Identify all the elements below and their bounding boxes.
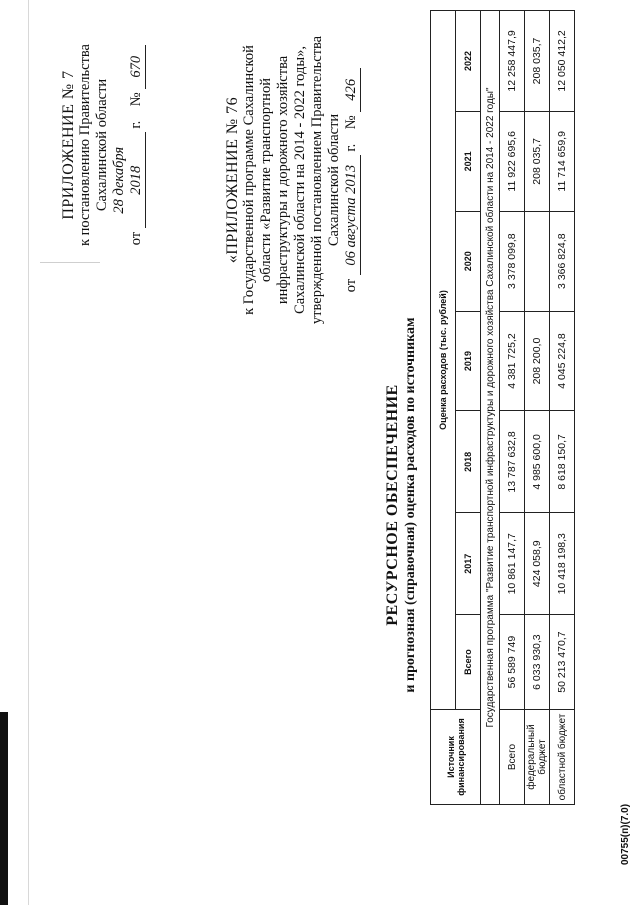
appendix-76-block — [224, 10, 361, 350]
table-cell: 56 589 749 — [500, 615, 525, 710]
appendix-7-title: ПРИЛОЖЕНИЕ № 7 — [60, 70, 77, 220]
column-header: 2017 — [456, 513, 481, 615]
appendix-7-block — [60, 25, 146, 265]
year-suffix: г. — [343, 143, 359, 152]
table-cell: 6 033 930,3 — [525, 615, 550, 710]
appendix-7-date-line — [111, 25, 146, 265]
appendix-76-line: Сахалинской области — [326, 113, 342, 247]
table-cell: 3 378 099,8 — [500, 211, 525, 311]
table-cell: 11 714 659,9 — [550, 111, 575, 211]
table-row — [550, 11, 575, 805]
appendix-7-line2: Сахалинской области — [94, 78, 110, 212]
table-cell: 4 985 600,0 — [525, 411, 550, 513]
from-label: от — [128, 231, 144, 246]
estimate-header: Оценка расходов (тыс. рублей) — [431, 11, 456, 710]
appendix-7-number: 670 — [128, 45, 146, 89]
appendix-76-line: инфраструктуры и дорожного хозяйства — [275, 55, 291, 305]
table-cell: 424 058,9 — [525, 513, 550, 615]
appendix-76-line: к Государственной программе Сахалинской — [241, 45, 257, 315]
financing-table — [430, 10, 575, 805]
number-label: № — [128, 92, 144, 107]
year-header-row — [456, 11, 481, 805]
table-cell: 208 035,7 — [525, 11, 550, 112]
row-label: областной бюджет — [550, 710, 575, 805]
table-cell: 10 861 147,7 — [500, 513, 525, 615]
heading-title: РЕСУРСНОЕ ОБЕСПЕЧЕНИЕ — [384, 384, 401, 626]
appendix-76-title: «ПРИЛОЖЕНИЕ № 76 — [224, 96, 241, 264]
number-label: № — [343, 115, 359, 130]
from-label: от — [343, 278, 359, 293]
document-heading — [384, 275, 419, 735]
table-cell: 10 418 198,3 — [550, 513, 575, 615]
table-cell: 208 035,7 — [525, 111, 550, 211]
table-row — [525, 11, 550, 805]
column-header: 2022 — [456, 11, 481, 112]
appendix-76-date-line — [343, 10, 361, 350]
table-cell: 11 922 695,6 — [500, 111, 525, 211]
table-cell: 8 618 150,7 — [550, 411, 575, 513]
appendix-76-date: 06 августа 2013 — [343, 155, 361, 275]
appendix-76-line: Сахалинской области на 2014 - 2022 годы», — [292, 46, 308, 314]
appendix-76-number: 426 — [343, 68, 361, 112]
appendix-76-line: области «Развитие транспортной — [258, 78, 274, 282]
program-row: Государственная программа "Развитие транспортной инфраструктуры и дорожного хозяйства Сахалинской области на 2014 - 2022 годы" — [481, 11, 500, 805]
appendix-76-line: утвержденной постановлением Правительства — [309, 35, 325, 325]
table-cell: 50 213 470,7 — [550, 615, 575, 710]
table-cell: 13 787 632,8 — [500, 411, 525, 513]
column-header: 2020 — [456, 211, 481, 311]
table-row — [500, 11, 525, 805]
source-header: Источник финансирования — [431, 710, 481, 805]
appendix-7-date: 28 декабря 2018 — [111, 132, 146, 228]
table-cell: 3 366 824,8 — [550, 211, 575, 311]
column-header: 2018 — [456, 411, 481, 513]
table-cell: 12 258 447,9 — [500, 11, 525, 112]
row-label: федеральный бюджет — [525, 710, 550, 805]
table-cell — [525, 211, 550, 311]
column-header: Всего — [456, 615, 481, 710]
column-header: 2021 — [456, 111, 481, 211]
appendix-7-line1: к постановлению Правительства — [77, 44, 93, 246]
table-cell: 4 381 725,2 — [500, 311, 525, 411]
table-cell: 4 045 224,8 — [550, 311, 575, 411]
column-header: 2019 — [456, 311, 481, 411]
table-cell: 208 200,0 — [525, 311, 550, 411]
row-label: Всего — [500, 710, 525, 805]
year-suffix: г. — [128, 120, 144, 129]
footer-code: 00755(п)(7.0) — [620, 803, 631, 865]
table-cell: 12 050 412,2 — [550, 11, 575, 112]
heading-subtitle: и прогнозная (справочная) оценка расходов по источникам — [403, 317, 418, 693]
